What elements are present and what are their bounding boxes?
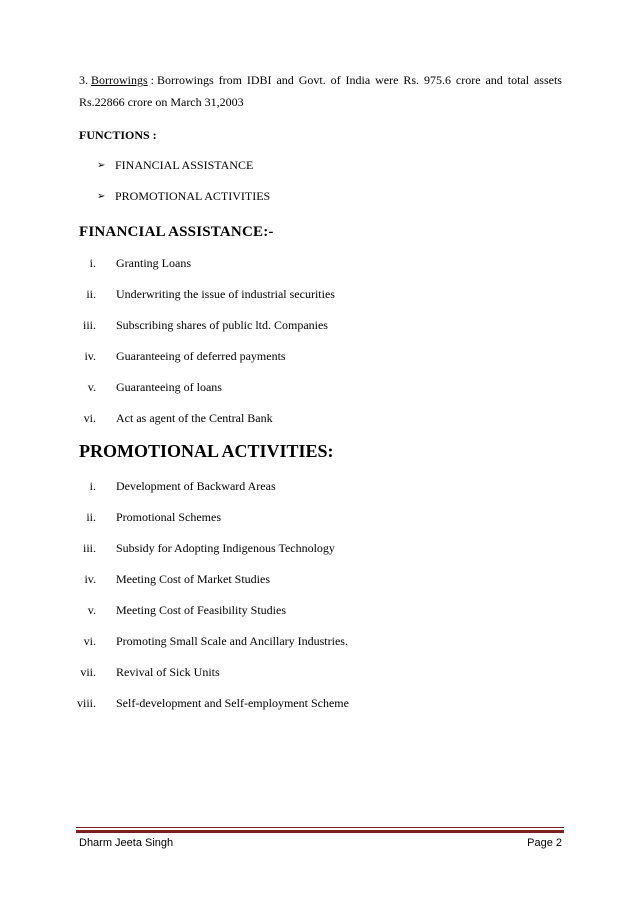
list-number: i. bbox=[89, 479, 96, 493]
function-bullet-financial bbox=[97, 158, 253, 173]
list-number: iii. bbox=[82, 541, 96, 555]
paragraph-number: 3. bbox=[79, 73, 88, 87]
word: and bbox=[276, 73, 294, 87]
list-text: Guaranteeing of deferred payments bbox=[116, 349, 286, 363]
list-item bbox=[60, 665, 220, 680]
word: India bbox=[345, 73, 371, 87]
list-number: viii. bbox=[76, 696, 96, 710]
list-number: vii. bbox=[80, 665, 96, 679]
word: were bbox=[375, 73, 399, 87]
list-item bbox=[60, 287, 335, 302]
word: Govt. bbox=[298, 73, 326, 87]
list-number: v. bbox=[87, 380, 96, 394]
list-text: Guaranteeing of loans bbox=[116, 380, 222, 394]
word: and bbox=[485, 73, 503, 87]
bullet-label: FINANCIAL ASSISTANCE bbox=[115, 158, 254, 172]
list-text: Meeting Cost of Market Studies bbox=[116, 572, 270, 586]
word: assets bbox=[533, 73, 562, 87]
list-number: iii. bbox=[82, 318, 96, 332]
paragraph-lead bbox=[79, 69, 214, 91]
list-number: iv. bbox=[84, 572, 96, 586]
list-text: Granting Loans bbox=[116, 256, 191, 270]
list-text: Subscribing shares of public ltd. Companies bbox=[116, 318, 328, 332]
list-text: Revival of Sick Units bbox=[116, 665, 220, 679]
list-item bbox=[60, 510, 221, 525]
word: 975.6 bbox=[423, 73, 451, 87]
footer-author: Dharm Jeeta Singh bbox=[79, 837, 174, 849]
list-item bbox=[60, 380, 222, 395]
list-text: Act as agent of the Central Bank bbox=[116, 411, 273, 425]
list-number: iv. bbox=[84, 349, 96, 363]
list-text: Promoting Small Scale and Ancillary Industries. bbox=[116, 634, 348, 648]
word: total bbox=[507, 73, 530, 87]
functions-heading: FUNCTIONS : bbox=[79, 128, 157, 142]
word: of bbox=[330, 73, 341, 87]
list-text: Meeting Cost of Feasibility Studies bbox=[116, 603, 286, 617]
list-number: i. bbox=[89, 256, 96, 270]
borrowings-paragraph bbox=[79, 69, 562, 113]
list-item bbox=[60, 411, 273, 426]
list-item bbox=[60, 634, 348, 649]
footer-page-number: Page 2 bbox=[527, 837, 562, 849]
financial-assistance-heading: FINANCIAL ASSISTANCE:- bbox=[79, 224, 274, 240]
list-item bbox=[60, 541, 335, 556]
list-item bbox=[60, 479, 276, 494]
list-text: Development of Backward Areas bbox=[116, 479, 276, 493]
list-number: ii. bbox=[86, 510, 96, 524]
paragraph-line-2: Rs.22866 crore on March 31,2003 bbox=[79, 95, 244, 109]
word: Rs. bbox=[403, 73, 420, 87]
footer-divider-thick bbox=[76, 830, 564, 833]
arrow-bullet-icon: ➢ bbox=[97, 191, 106, 202]
arrow-bullet-icon: ➢ bbox=[97, 160, 106, 171]
promotional-activities-heading: PROMOTIONAL ACTIVITIES: bbox=[79, 441, 334, 461]
word: IDBI bbox=[246, 73, 272, 87]
list-text: Subsidy for Adopting Indigenous Technology bbox=[116, 541, 335, 555]
list-number: vi. bbox=[83, 411, 96, 425]
footer-divider-thin bbox=[76, 827, 564, 828]
word: Borrowings bbox=[157, 73, 214, 87]
list-text: Self-development and Self-employment Scheme bbox=[116, 696, 349, 710]
word: from bbox=[218, 73, 242, 87]
list-text: Underwriting the issue of industrial securities bbox=[116, 287, 335, 301]
paragraph-line-1 bbox=[79, 69, 562, 91]
list-item bbox=[60, 349, 286, 364]
list-text: Promotional Schemes bbox=[116, 510, 221, 524]
function-bullet-promotional bbox=[97, 189, 270, 204]
borrowings-term: Borrowings bbox=[91, 73, 148, 87]
list-item bbox=[60, 603, 286, 618]
term-separator: : bbox=[150, 73, 155, 87]
word: crore bbox=[455, 73, 481, 87]
list-number: ii. bbox=[86, 287, 96, 301]
list-item bbox=[60, 696, 349, 711]
list-item bbox=[60, 318, 328, 333]
list-number: v. bbox=[87, 603, 96, 617]
list-item bbox=[60, 572, 270, 587]
list-number: vi. bbox=[83, 634, 96, 648]
bullet-label: PROMOTIONAL ACTIVITIES bbox=[115, 189, 271, 203]
list-item bbox=[60, 256, 191, 271]
